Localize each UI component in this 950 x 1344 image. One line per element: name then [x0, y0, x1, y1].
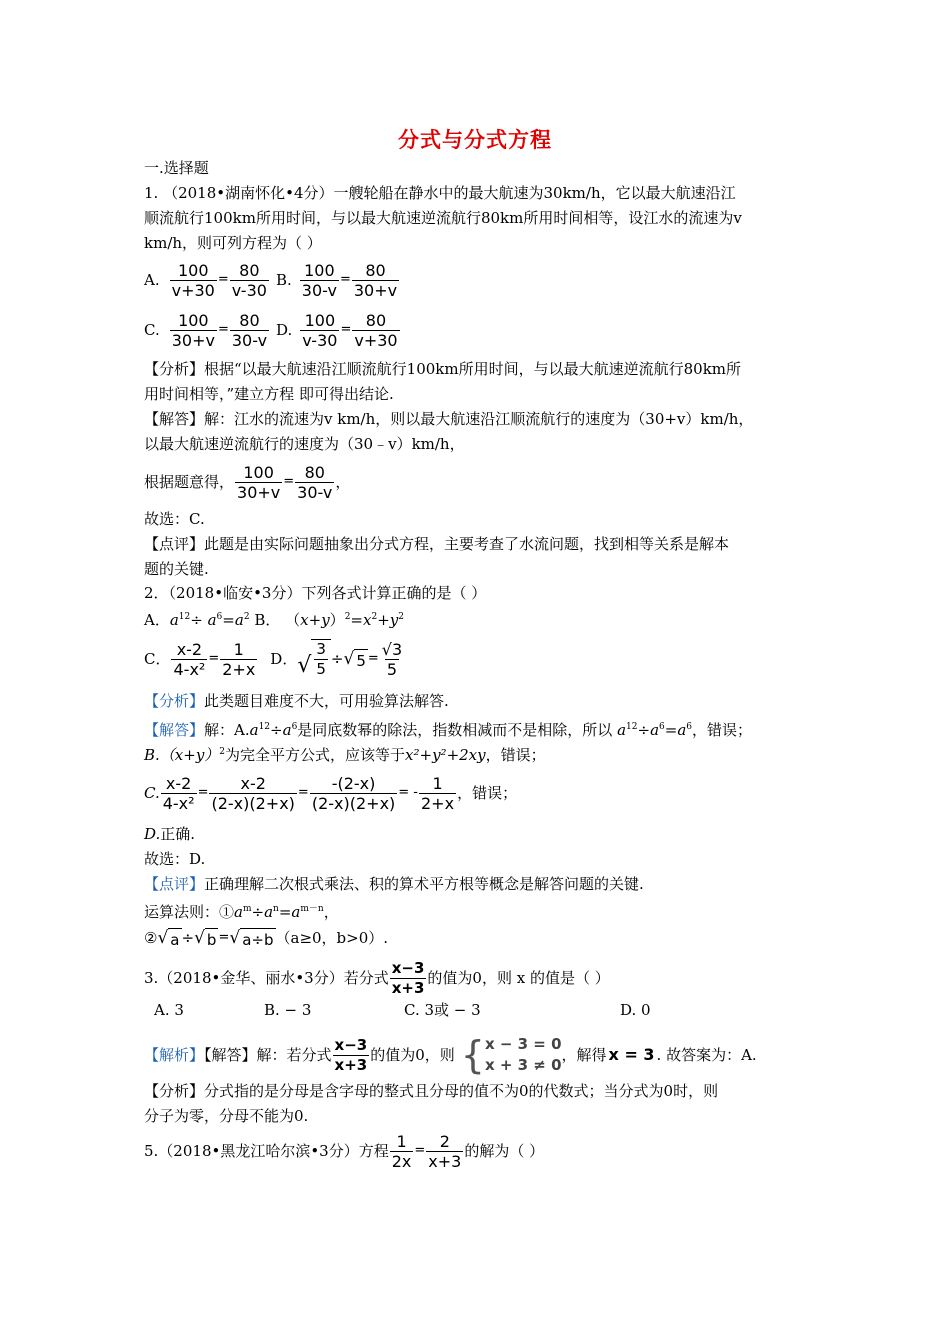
fraction: $\frac{80}{v+30}$ — [354, 310, 398, 350]
fraction: $\frac{100}{30+v}$ — [237, 462, 281, 502]
fraction: $\frac{80}{30+v}$ — [353, 260, 398, 300]
fraction: $\frac{80}{30-v}$ — [297, 462, 333, 502]
fraction: $\frac{x-2}{\text{4-x²}}$ — [173, 639, 206, 679]
fraction: $\frac{√3}{5}$ — [381, 639, 403, 679]
equation-system: { x − 3 = 0 x + 3 ≠ 0 — [460, 1033, 562, 1077]
q3-option-d: D. 0 — [620, 1001, 651, 1019]
fraction: $\frac{100}{30+v}$ — [171, 310, 215, 350]
q3-option-a: A. 3 — [154, 1001, 184, 1019]
q3-solution: 【解析】【解答】解：若分式 $\frac{x-3}{x+3}$ 的值为0，则 { x − 3 = 0 x + 3 ≠ 0 ，解得 x = 3 . 故答案为：A. — [144, 1033, 757, 1077]
fraction: $\frac{1}{2+x}$ — [421, 773, 455, 813]
q3-stem: 3.（2018•金华、丽水•3分）若分式 $\frac{x-3}{x+3}$ 的值为0，则 x 的值是（ ） — [144, 958, 610, 997]
q2-choice: 故选：D. — [144, 850, 206, 868]
fraction: $\frac{x-2}{\text{4-x²}}$ — [162, 773, 195, 813]
sqrt: √ $\frac{3}{5}$ — [297, 639, 331, 679]
section-heading: 一.选择题 — [144, 159, 209, 177]
q1-option-d: D. $\frac{100}{v-30}$ = $\frac{80}{v+30}$ — [276, 310, 398, 350]
q1-analysis-line1: 【分析】根据“以最大航速沿江顺流航行100km所用时间，与以最大航速逆流航行80km所 — [144, 360, 742, 378]
q1-analysis-line2: 用时间相等，”建立方程 即可得出结论. — [144, 385, 394, 403]
q1-comment-line2: 题的关键. — [144, 560, 209, 578]
q5-stem: 5.（2018•黑龙江哈尔滨•3分）方程 $\frac{1}{2x}$ = $\frac{2}{x+3}$ 的解为（ ） — [144, 1131, 545, 1171]
q2-analysis: 【分析】此类题目难度不大，可用验算法解答. — [144, 692, 449, 710]
fraction: $\frac{80}{v-30}$ — [231, 260, 267, 300]
fraction: $\frac{1}{2x}$ — [391, 1131, 412, 1171]
q3-option-c: C. 3或 − 3 — [404, 1001, 481, 1019]
q2-rule1: 运算法则：$①a^m\div a^n=a^{m-n}$， — [144, 903, 339, 921]
q1-choice: 故选：C. — [144, 510, 205, 528]
fraction: $\frac{x-3}{x+3}$ — [391, 958, 425, 997]
q2-comment: 【点评】正确理解二次根式乘法、积的算术平方根等概念是解答问题的关键. — [144, 875, 644, 893]
q1-stem-line1: 1. （2018•湖南怀化•4分）一艘轮船在静水中的最大航速为30km/h，它以最大航速沿江 — [144, 184, 736, 202]
fraction: $\frac{1}{2+x}$ — [222, 639, 256, 679]
page-title: 分式与分式方程 — [398, 127, 552, 152]
fraction: $\frac{100}{v+30}$ — [171, 260, 215, 300]
q1-answer-line1: 【解答】解：江水的流速为v km/h，则以最大航速沿江顺流航行的速度为（30+v）km/h， — [144, 410, 754, 428]
q2-options-ab: A．$a^{12}\div a^6=a^2$ B． $(x+y)^2=x^2+y^2$ — [144, 611, 404, 629]
q3-analysis-line2: 分子为零，分母不能为0. — [144, 1107, 309, 1125]
q1-answer-line2: 以最大航速逆流航行的速度为（30﹣v）km/h， — [144, 435, 465, 453]
q2-options-cd: C． $\frac{x-2}{\text{4-x²}}$ = $\frac{1}{2+x}$ D． √ $\frac{3}{5}$ ÷ √ 5 = $\frac{√3}{5}$ — [144, 639, 403, 679]
fraction: $\frac{100}{v-30}$ — [302, 310, 338, 350]
q3-analysis-line1: 【分析】分式指的是分母是含字母的整式且分母的值不为0的代数式；当分式为0时，则 — [144, 1082, 719, 1100]
fraction: $\frac{80}{30-v}$ — [231, 310, 268, 350]
q1-answer-equation: 根据题意得， $\frac{100}{30+v}$ = $\frac{80}{30-v}$ ， — [144, 462, 351, 502]
fraction: $\frac{100}{30-v}$ — [301, 260, 337, 300]
q2-rule2: ② √ a ÷ √ b = √ a÷b （a≥0，b>0）. — [144, 928, 389, 949]
q2-answer-b: $B.(x+y)^2$为完全平方公式，应该等于x²+y²+2xy，错误； — [144, 746, 546, 764]
fraction: $\frac{2}{x+3}$ — [428, 1131, 462, 1171]
q1-option-c: C. $\frac{100}{30+v}$ = $\frac{80}{30-v}$ — [144, 310, 268, 350]
q1-option-b: B. $\frac{100}{30-v}$ = $\frac{80}{30+v}$ — [276, 260, 398, 300]
q1-comment-line1: 【点评】此题是由实际问题抽象出分式方程，主要考查了水流问题，找到相等关系是解本 — [144, 535, 730, 553]
q2-answer-d: D.正确. — [144, 825, 196, 843]
q1-option-a: A. $\frac{100}{v+30}$ = $\frac{80}{v-30}$ — [144, 260, 267, 300]
q2-answer-c: C. $\frac{x-2}{\text{4-x²}}$ = $\frac{x-2}{(2-x)(2+x)}$ = $\frac{-(2-x)}{(2-x)(2+x)}$ = - $\frac{1}{2+x}$ ，错误； — [144, 773, 518, 813]
q1-stem-line3: km/h，则可列方程为（ ） — [144, 234, 322, 252]
q1-stem-line2: 顺流航行100km所用时间，与以最大航速逆流航行80km所用时间相等，设江水的流速为v — [144, 209, 742, 227]
fraction: $\frac{x-2}{(2-x)(2+x)}$ — [211, 773, 295, 813]
fraction: $\frac{-(2-x)}{(2-x)(2+x)}$ — [311, 773, 396, 813]
sqrt: √ 5 — [343, 649, 366, 670]
q2-answer-a: 【解答】解：$A.a^{12}\div a^6$是同底数幂的除法，指数相减而不是相除，所以 $a^{12}\div a^6=a^6$，错误； — [144, 721, 753, 739]
q2-stem: 2．（2018•临安•3分）下列各式计算正确的是（ ） — [144, 584, 487, 602]
fraction: $\frac{x-3}{x+3}$ — [334, 1035, 368, 1074]
q3-option-b: B. − 3 — [264, 1001, 312, 1019]
